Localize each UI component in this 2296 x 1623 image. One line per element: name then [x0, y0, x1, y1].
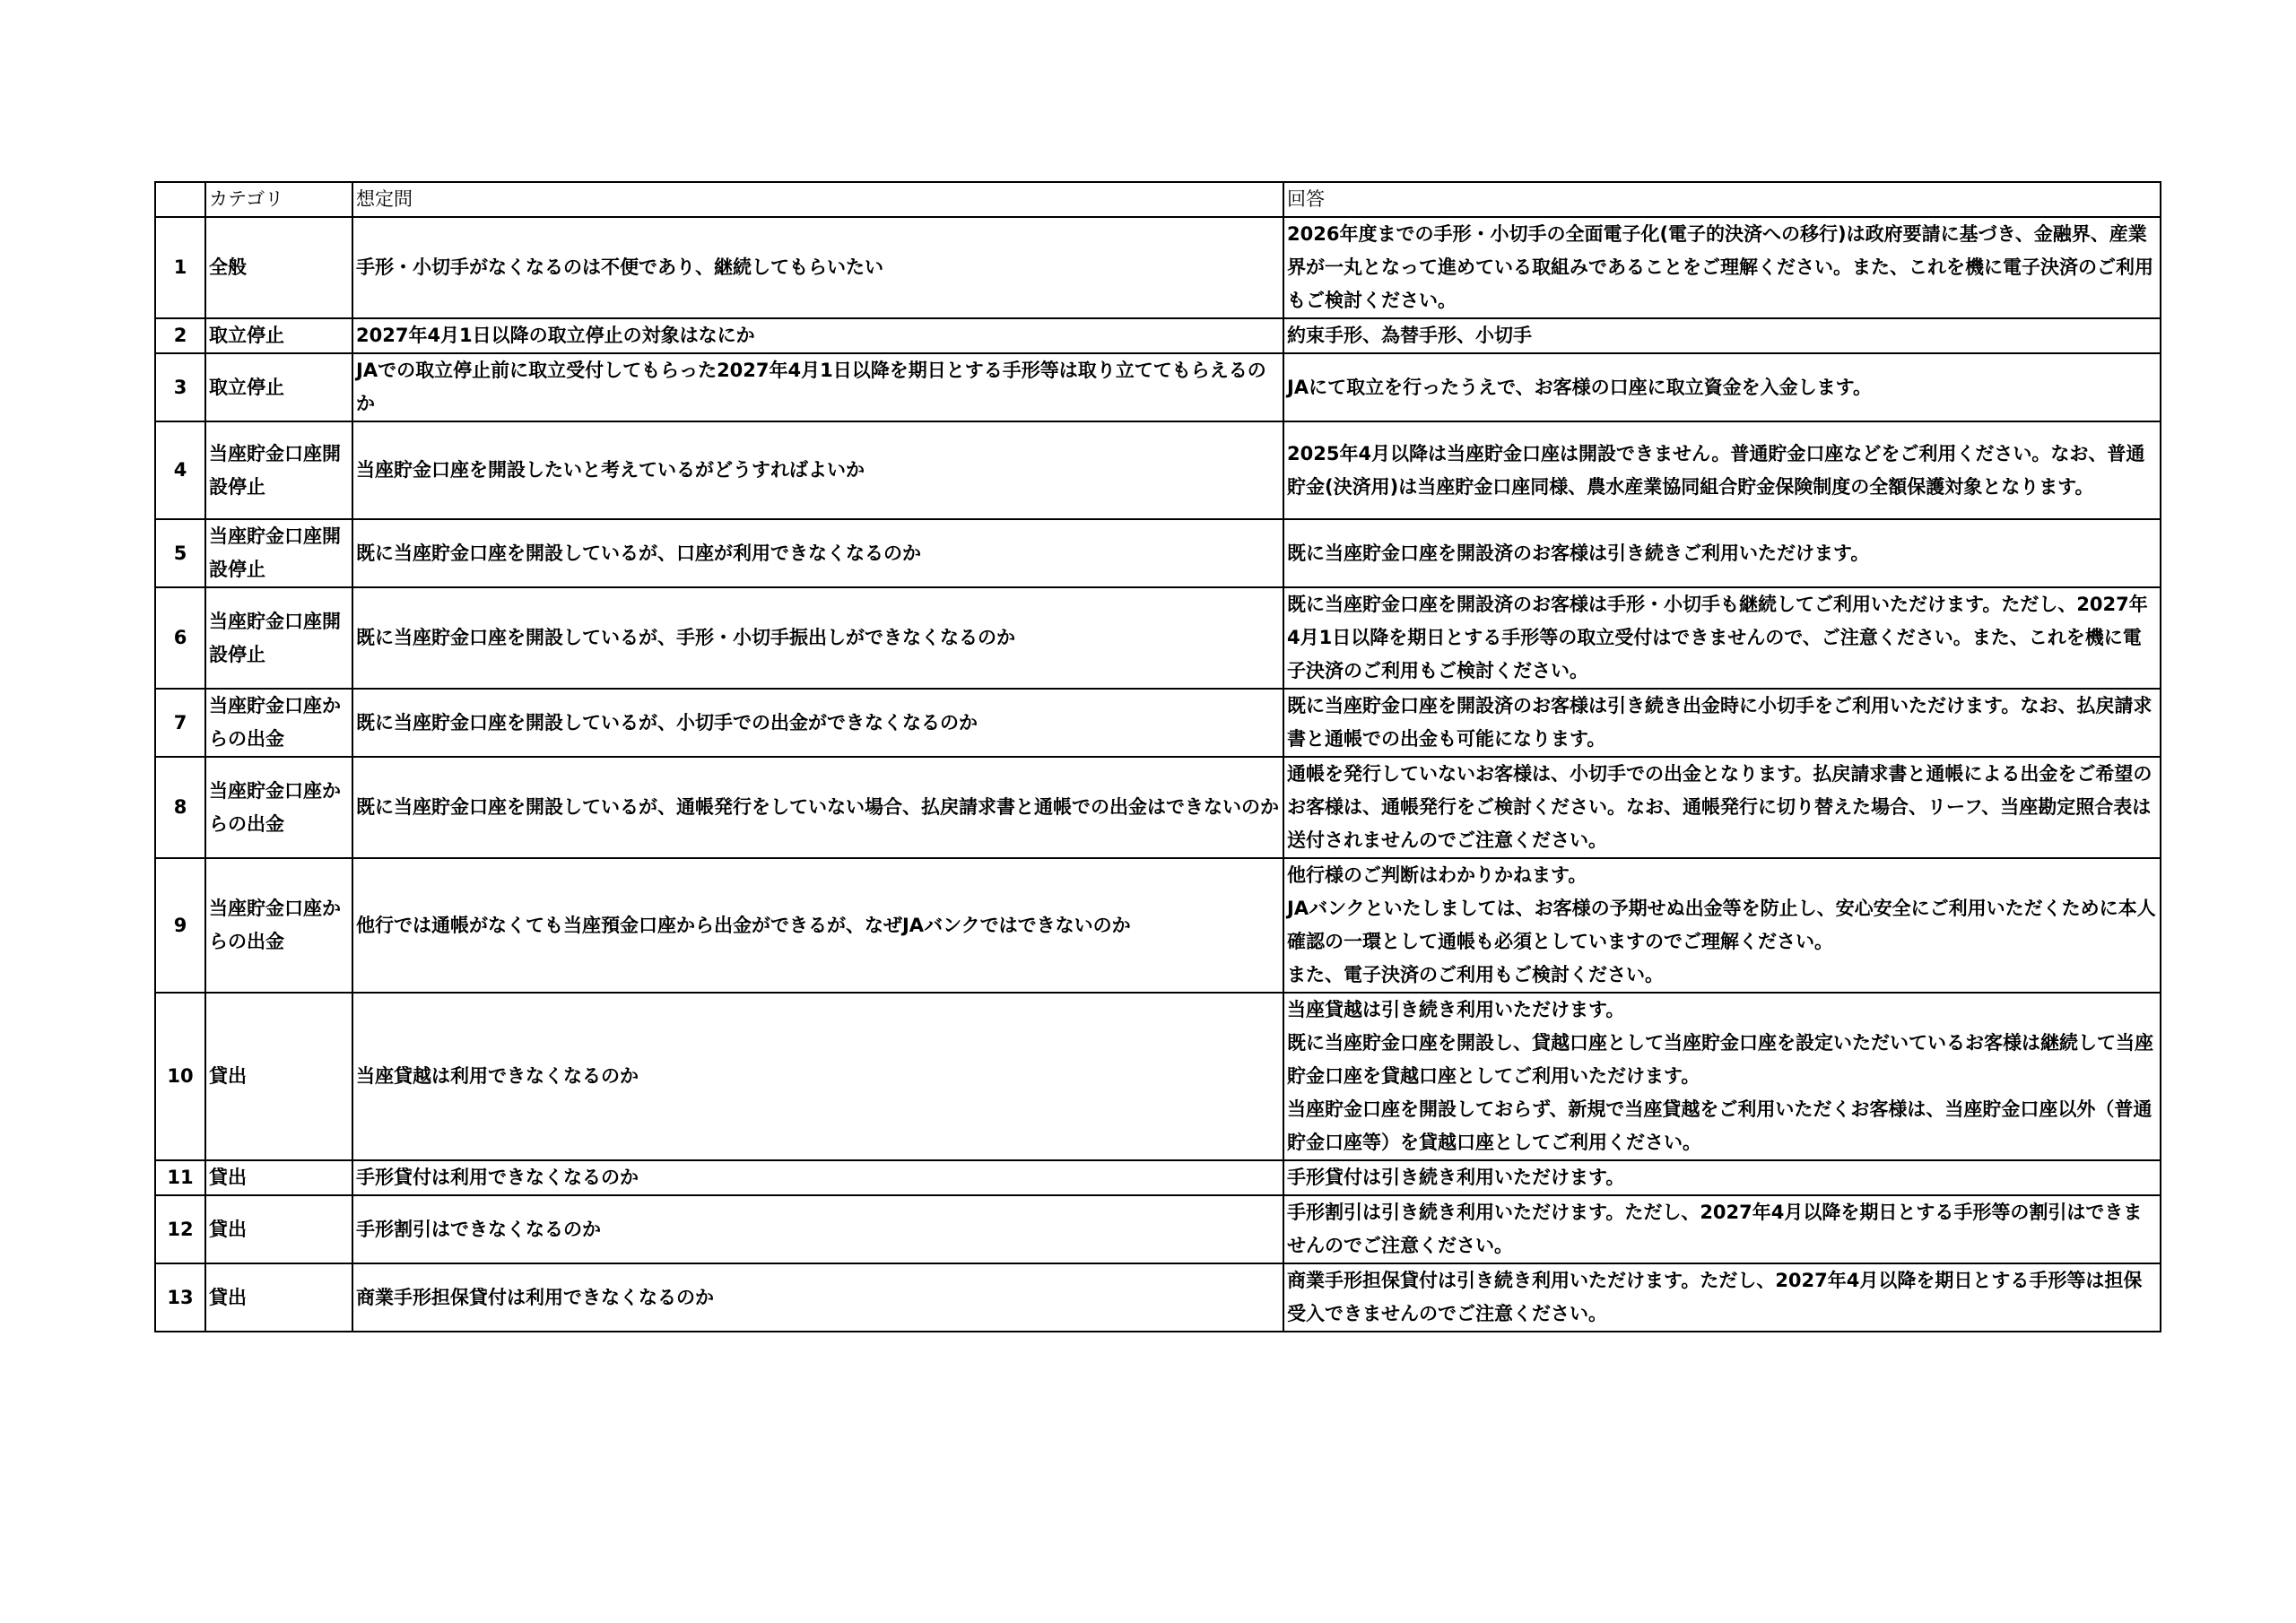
row-number: 11 — [155, 1160, 205, 1195]
row-number: 8 — [155, 757, 205, 858]
table-row — [155, 421, 2161, 519]
answer-line: JAバンクといたしましては、お客様の予期せぬ出金等を防止し、安心安全にご利用いただくために本人確認の一環として通帳も必須としていますのでご理解ください。 — [1287, 898, 2156, 952]
table-row — [155, 318, 2161, 353]
header-answer: 回答 — [1283, 182, 2161, 217]
row-category: 全般 — [205, 217, 352, 318]
row-question: 既に当座貯金口座を開設しているが、通帳発行をしていない場合、払戻請求書と通帳での出金はできないのか — [352, 757, 1283, 858]
table-row — [155, 858, 2161, 993]
row-number: 3 — [155, 353, 205, 421]
row-category: 取立停止 — [205, 318, 352, 353]
table-row — [155, 1195, 2161, 1263]
row-category: 当座貯金口座開設停止 — [205, 519, 352, 587]
answer-line: 既に当座貯金口座を開設し、貸越口座として当座貯金口座を設定いただいているお客様は継続して当座貯金口座を貸越口座としてご利用いただけます。 — [1287, 1032, 2153, 1087]
row-number: 9 — [155, 858, 205, 993]
row-answer: 手形貸付は引き続き利用いただけます。 — [1283, 1160, 2161, 1195]
row-question: 他行では通帳がなくても当座預金口座から出金ができるが、なぜJAバンクではできないのか — [352, 858, 1283, 993]
row-answer — [1283, 858, 2161, 993]
row-number: 13 — [155, 1263, 205, 1332]
row-number: 7 — [155, 689, 205, 757]
row-answer: 既に当座貯金口座を開設済のお客様は引き続き出金時に小切手をご利用いただけます。なお、払戻請求書と通帳での出金も可能になります。 — [1283, 689, 2161, 757]
row-question: JAでの取立停止前に取立受付してもらった2027年4月1日以降を期日とする手形等は取り立ててもらえるのか — [352, 353, 1283, 421]
table-row — [155, 519, 2161, 587]
answer-line: 当座貸越は引き続き利用いただけます。 — [1287, 999, 1625, 1020]
row-answer — [1283, 993, 2161, 1160]
table-row — [155, 217, 2161, 318]
row-question: 当座貸越は利用できなくなるのか — [352, 993, 1283, 1160]
answer-line: 他行様のご判断はわかりかねます。 — [1287, 864, 1587, 886]
table-row — [155, 1263, 2161, 1332]
row-question: 2027年4月1日以降の取立停止の対象はなにか — [352, 318, 1283, 353]
table-row — [155, 587, 2161, 689]
table-row — [155, 993, 2161, 1160]
header-row — [155, 182, 2161, 217]
row-category: 貸出 — [205, 1195, 352, 1263]
row-question: 既に当座貯金口座を開設しているが、手形・小切手振出しができなくなるのか — [352, 587, 1283, 689]
row-question: 既に当座貯金口座を開設しているが、小切手での出金ができなくなるのか — [352, 689, 1283, 757]
row-number: 4 — [155, 421, 205, 519]
row-question: 商業手形担保貸付は利用できなくなるのか — [352, 1263, 1283, 1332]
row-category: 当座貯金口座からの出金 — [205, 858, 352, 993]
row-question: 当座貯金口座を開設したいと考えているがどうすればよいか — [352, 421, 1283, 519]
row-category: 取立停止 — [205, 353, 352, 421]
answer-line: また、電子決済のご利用もご検討ください。 — [1287, 964, 1664, 985]
row-answer: 約束手形、為替手形、小切手 — [1283, 318, 2161, 353]
row-answer: 既に当座貯金口座を開設済のお客様は手形・小切手も継続してご利用いただけます。ただし、2027年4月1日以降を期日とする手形等の取立受付はできませんので、ご注意ください。また、これを機に電子決済のご利用もご検討ください。 — [1283, 587, 2161, 689]
table-row — [155, 757, 2161, 858]
row-category: 貸出 — [205, 1263, 352, 1332]
row-question: 既に当座貯金口座を開設しているが、口座が利用できなくなるのか — [352, 519, 1283, 587]
table-row — [155, 689, 2161, 757]
table-row — [155, 353, 2161, 421]
row-answer: 2026年度までの手形・小切手の全面電子化(電子的決済への移行)は政府要請に基づき、金融界、産業界が一丸となって進めている取組みであることをご理解ください。また、これを機に電子決済のご利用もご検討ください。 — [1283, 217, 2161, 318]
row-category: 当座貯金口座開設停止 — [205, 421, 352, 519]
row-answer: 既に当座貯金口座を開設済のお客様は引き続きご利用いただけます。 — [1283, 519, 2161, 587]
header-no — [155, 182, 205, 217]
row-answer: 手形割引は引き続き利用いただけます。ただし、2027年4月以降を期日とする手形等の割引はできませんのでご注意ください。 — [1283, 1195, 2161, 1263]
row-category: 当座貯金口座開設停止 — [205, 587, 352, 689]
row-answer: 2025年4月以降は当座貯金口座は開設できません。普通貯金口座などをご利用ください。なお、普通貯金(決済用)は当座貯金口座同様、農水産業協同組合貯金保険制度の全額保護対象となります。 — [1283, 421, 2161, 519]
row-number: 5 — [155, 519, 205, 587]
row-category: 貸出 — [205, 993, 352, 1160]
row-answer: 商業手形担保貸付は引き続き利用いただけます。ただし、2027年4月以降を期日とする手形等は担保受入できませんのでご注意ください。 — [1283, 1263, 2161, 1332]
row-question: 手形・小切手がなくなるのは不便であり、継続してもらいたい — [352, 217, 1283, 318]
row-question: 手形割引はできなくなるのか — [352, 1195, 1283, 1263]
answer-line: 当座貯金口座を開設しておらず、新規で当座貸越をご利用いただくお客様は、当座貯金口座以外（普通貯金口座等）を貸越口座としてご利用ください。 — [1287, 1098, 2152, 1153]
row-number: 10 — [155, 993, 205, 1160]
row-answer: JAにて取立を行ったうえで、お客様の口座に取立資金を入金します。 — [1283, 353, 2161, 421]
faq-sheet — [154, 181, 2160, 1332]
row-number: 1 — [155, 217, 205, 318]
row-number: 6 — [155, 587, 205, 689]
row-category: 貸出 — [205, 1160, 352, 1195]
row-category: 当座貯金口座からの出金 — [205, 689, 352, 757]
header-question: 想定問 — [352, 182, 1283, 217]
row-answer: 通帳を発行していないお客様は、小切手での出金となります。払戻請求書と通帳による出金をご希望のお客様は、通帳発行をご検討ください。なお、通帳発行に切り替えた場合、リーフ、当座勘定照合表は送付されませんのでご注意ください。 — [1283, 757, 2161, 858]
row-category: 当座貯金口座からの出金 — [205, 757, 352, 858]
header-category: カテゴリ — [205, 182, 352, 217]
table-row — [155, 1160, 2161, 1195]
row-question: 手形貸付は利用できなくなるのか — [352, 1160, 1283, 1195]
row-number: 12 — [155, 1195, 205, 1263]
row-number: 2 — [155, 318, 205, 353]
faq-table — [154, 181, 2161, 1332]
